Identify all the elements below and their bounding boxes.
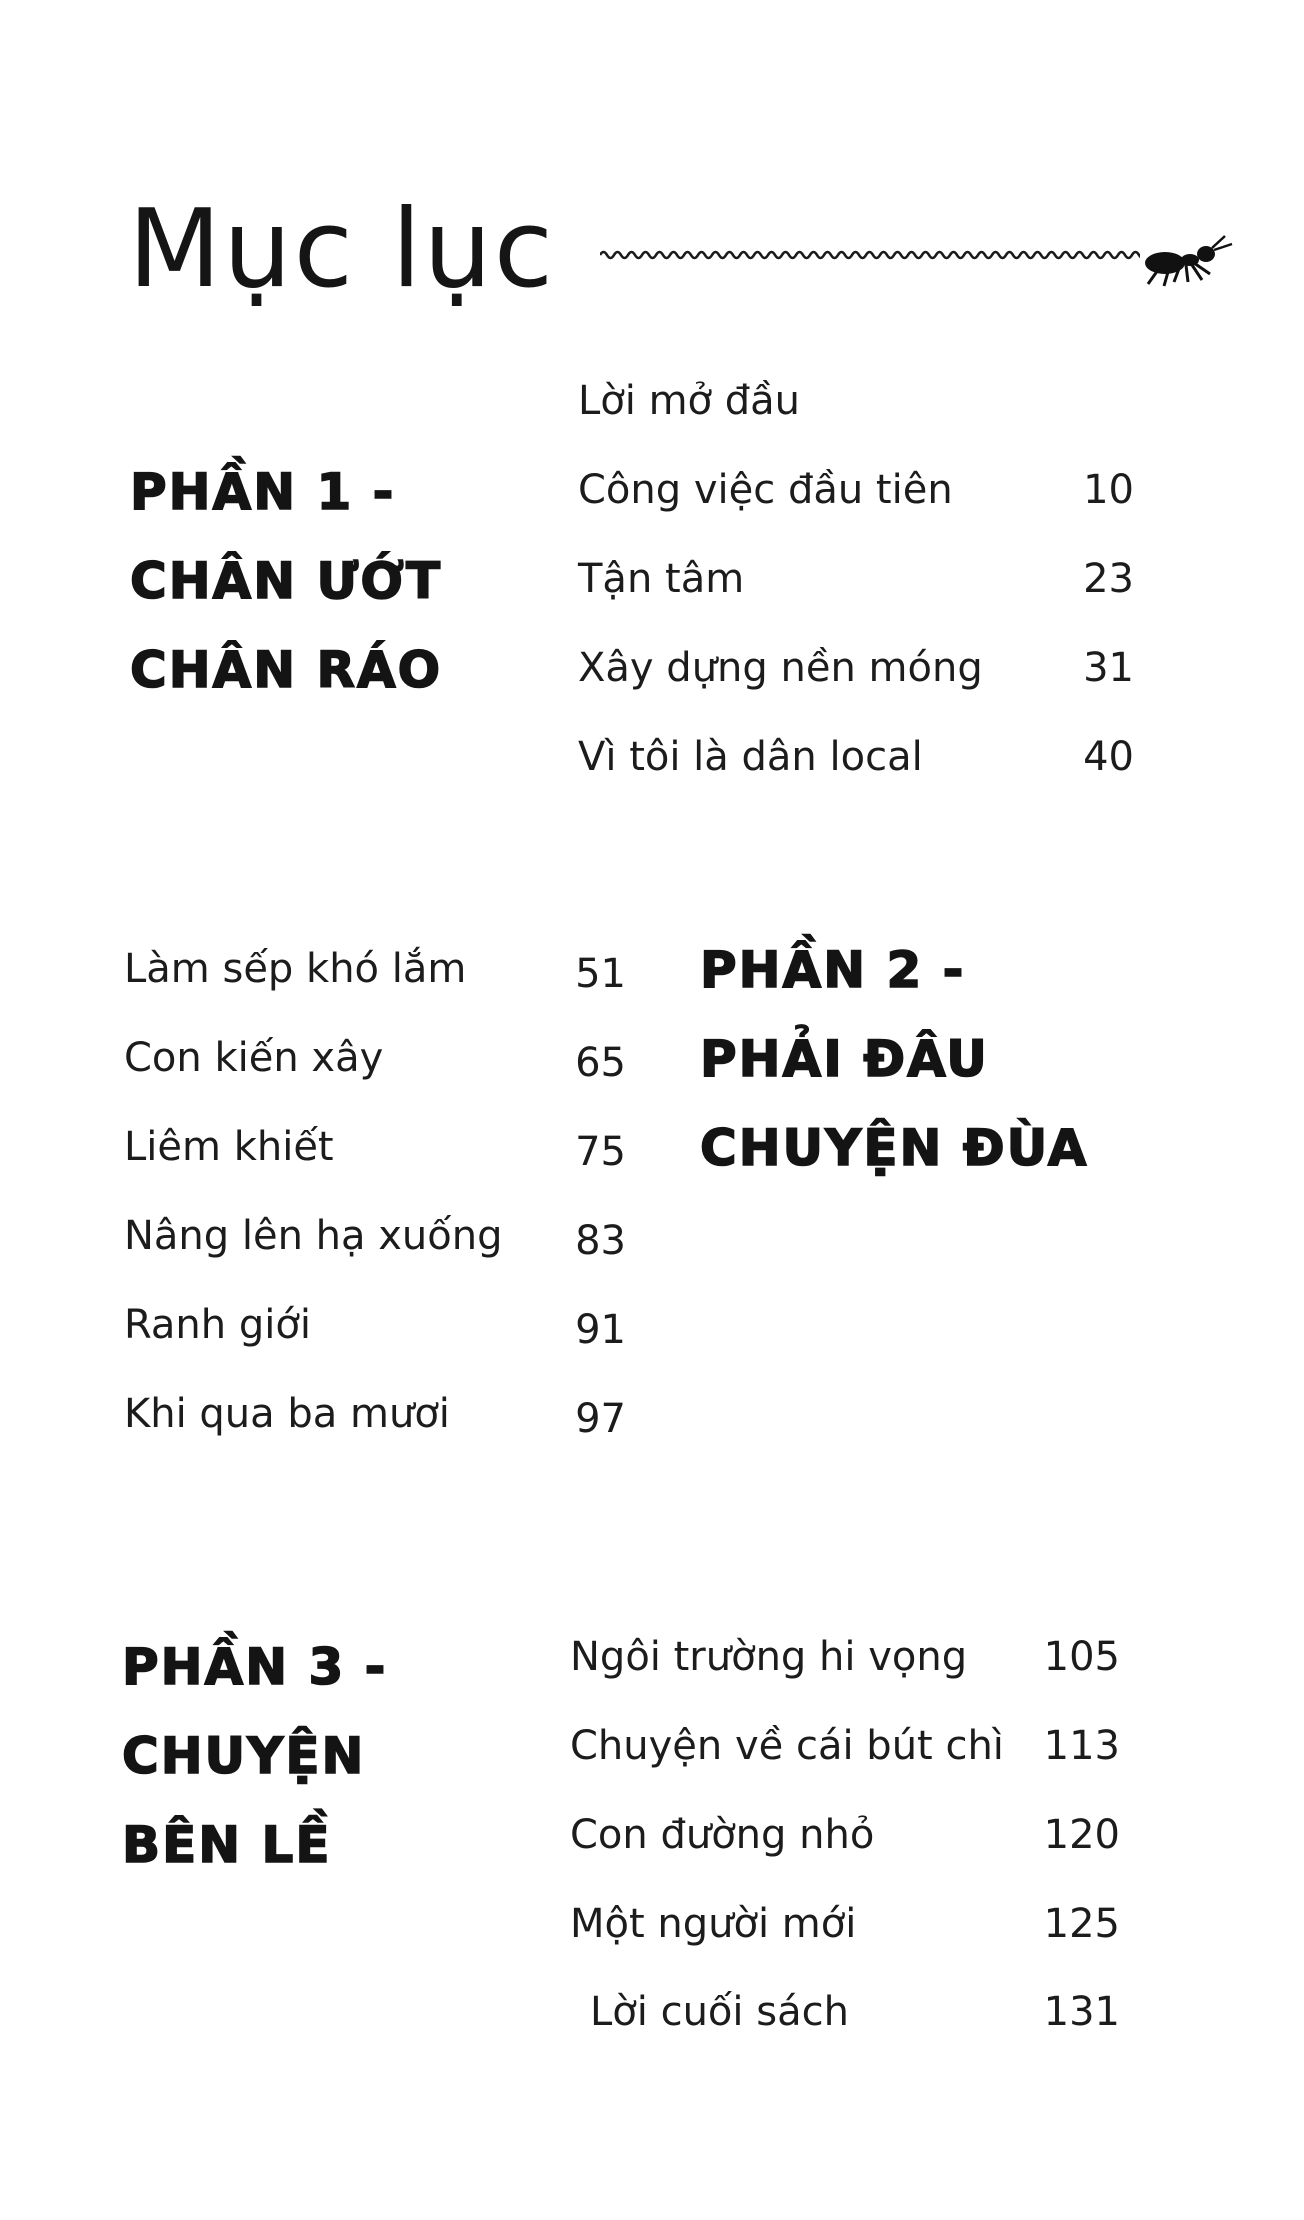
part-3-title [122,1623,387,1890]
toc-entry-page: 83 [575,1218,626,1264]
toc-entry-title[interactable]: Ranh giới [124,1302,311,1348]
toc-entry-title[interactable]: Chuyện về cái bút chì [570,1723,1004,1769]
wavy-line-decoration [600,240,1140,270]
toc-entry-page: 31 [1083,645,1134,691]
part-3-title-line: BÊN LỀ [122,1816,332,1874]
toc-entry-page: 125 [1043,1901,1120,1947]
page-title: Mục lục [128,187,556,312]
toc-entry-page: 120 [1043,1812,1120,1858]
toc-entry-title[interactable]: Nâng lên hạ xuống [124,1213,503,1259]
part-2-title-line: PHẢI ĐÂU [700,1030,989,1088]
ant-icon [1130,230,1240,290]
part-3-title-line: CHUYỆN [122,1727,366,1785]
toc-entry-page: 65 [575,1040,626,1086]
toc-entry-page: 91 [575,1307,626,1353]
part-1-title-line: PHẦN 1 - [130,463,396,521]
toc-entry-title[interactable]: Vì tôi là dân local [578,734,923,780]
part-1-title-line: CHÂN ƯỚT [130,552,443,610]
toc-entry-page: 105 [1043,1634,1120,1680]
toc-entry-page: 23 [1083,556,1134,602]
toc-entry-title[interactable]: Lời mở đầu [578,378,800,424]
part-2-title [700,926,1088,1193]
toc-entry-page: 10 [1083,467,1134,513]
part-2-title-line: CHUYỆN ĐÙA [700,1119,1089,1177]
toc-entry-title[interactable]: Xây dựng nền móng [578,645,983,691]
toc-entry-title[interactable]: Liêm khiết [124,1124,334,1170]
toc-entry-title[interactable]: Một người mới [570,1901,857,1947]
toc-entry-title[interactable]: Khi qua ba mươi [124,1391,450,1437]
toc-entry-title[interactable]: Làm sếp khó lắm [124,946,467,992]
toc-entry-title[interactable]: Con đường nhỏ [570,1812,875,1858]
toc-entry-title[interactable]: Tận tâm [578,556,745,602]
part-1-title [130,448,442,715]
toc-entry-title[interactable]: Lời cuối sách [590,1989,849,2035]
toc-entry-page: 51 [575,951,626,997]
part-2-title-line: PHẦN 2 - [700,941,966,999]
toc-entry-title[interactable]: Công việc đầu tiên [578,467,953,513]
part-1-title-line: CHÂN RÁO [130,641,443,699]
toc-entry-title[interactable]: Con kiến xây [124,1035,384,1081]
toc-entry-page: 75 [575,1129,626,1175]
toc-entry-page: 97 [575,1396,626,1442]
toc-entry-page: 113 [1043,1723,1120,1769]
part-3-title-line: PHẦN 3 - [122,1638,388,1696]
toc-entry-page: 40 [1083,734,1134,780]
toc-entry-title[interactable]: Ngôi trường hi vọng [570,1634,968,1680]
toc-entry-page: 131 [1043,1989,1120,2035]
